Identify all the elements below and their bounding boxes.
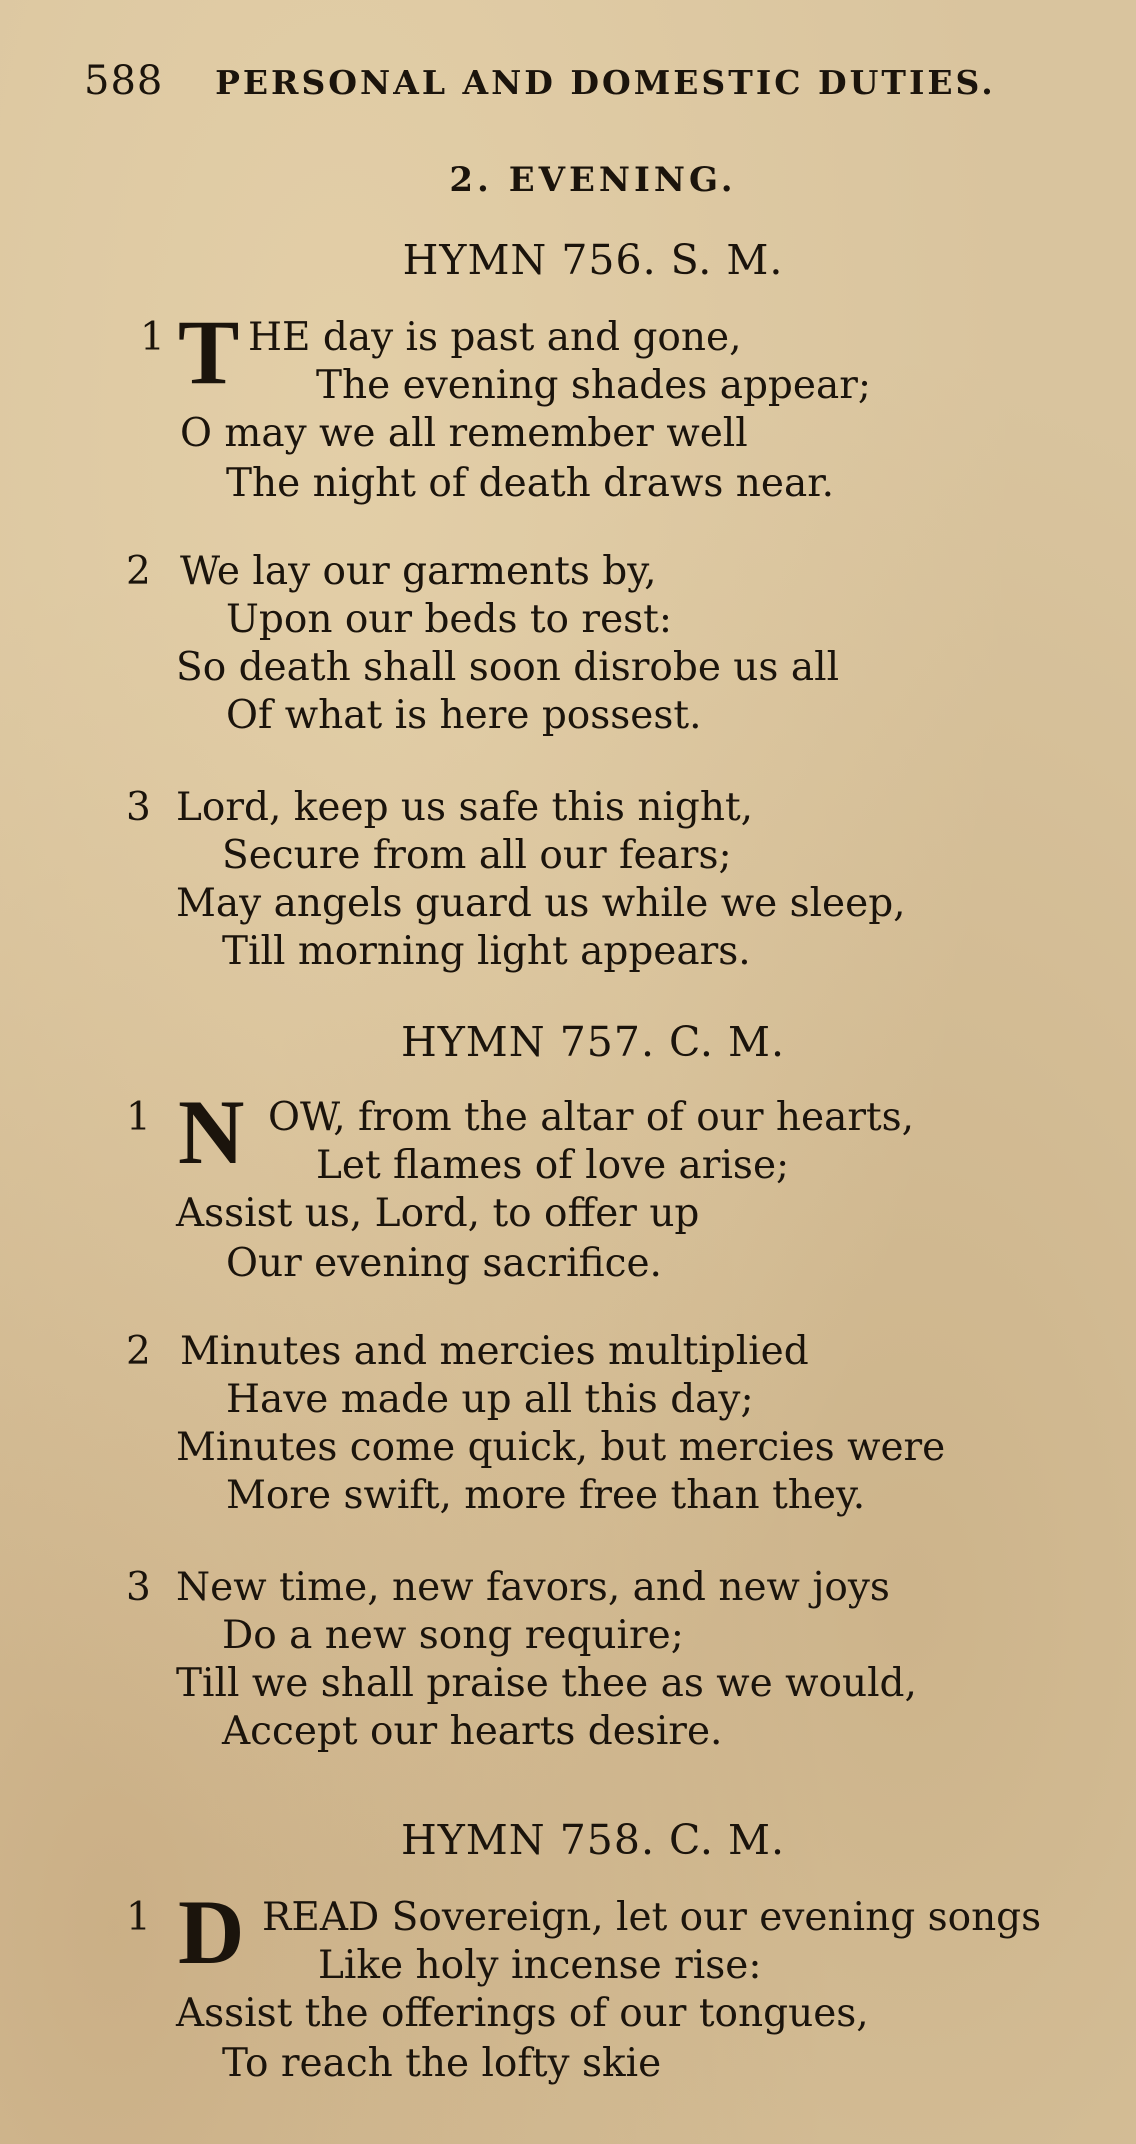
- verse-line: We lay our garments by,: [180, 549, 657, 594]
- verse-number: 1: [126, 1095, 151, 1140]
- verse-line: Minutes and mercies multiplied: [180, 1329, 809, 1374]
- verse-number: 2: [126, 1329, 151, 1374]
- verse-line: The evening shades appear;: [316, 363, 872, 408]
- drop-cap: D: [178, 1881, 245, 1983]
- verse-number: 1: [126, 1895, 151, 1940]
- verse-line: Assist the offerings of our tongues,: [176, 1991, 869, 2036]
- verse-number: 2: [126, 549, 151, 594]
- verse-number: 3: [126, 1565, 151, 1610]
- verse-line: READ Sovereign, let our evening songs: [262, 1895, 1042, 1940]
- verse-line: Of what is here possest.: [226, 693, 702, 738]
- verse-line: So death shall soon disrobe us all: [176, 645, 840, 690]
- page-number: 588: [84, 58, 164, 104]
- verse-line: New time, new favors, and new joys: [176, 1565, 890, 1610]
- hymn-title: HYMN 757. C. M.: [400, 1018, 786, 1066]
- verse-line: Secure from all our fears;: [222, 833, 732, 878]
- verse-line: Let flames of love arise;: [316, 1143, 790, 1188]
- drop-cap: N: [178, 1081, 245, 1183]
- hymn-title: HYMN 758. C. M.: [400, 1816, 786, 1864]
- verse-number: 3: [126, 785, 151, 830]
- drop-cap: T: [178, 301, 240, 403]
- verse-line: Like holy incense rise:: [318, 1943, 762, 1988]
- section-heading: 2. EVENING.: [449, 160, 737, 200]
- verse-line: O may we all remember well: [180, 411, 748, 456]
- verse-line: May angels guard us while we sleep,: [176, 881, 906, 926]
- verse-number: 1: [140, 315, 165, 360]
- verse-line: Upon our beds to rest:: [226, 597, 672, 642]
- verse-line: Do a new song require;: [222, 1613, 684, 1658]
- verse-line: The night of death draws near.: [226, 461, 835, 506]
- hymn-title: HYMN 756. S. M.: [402, 236, 784, 284]
- verse-line: Minutes come quick, but mercies were: [176, 1425, 946, 1470]
- verse-line: Have made up all this day;: [226, 1377, 754, 1422]
- verse-line: Lord, keep us safe this night,: [176, 785, 754, 830]
- verse-line: Till morning light appears.: [222, 929, 751, 974]
- verse-line: OW, from the altar of our hearts,: [268, 1095, 915, 1140]
- verse-line: More swift, more free than they.: [226, 1473, 866, 1518]
- verse-line: HE day is past and gone,: [248, 315, 742, 360]
- page-header: [84, 58, 996, 104]
- verse-line: To reach the lofty skie: [222, 2041, 662, 2086]
- verse-line: Accept our hearts desire.: [222, 1709, 723, 1754]
- verse-line: Our evening sacrifice.: [226, 1241, 662, 1286]
- verse-line: Till we shall praise thee as we would,: [176, 1661, 917, 1706]
- verse-line: Assist us, Lord, to offer up: [176, 1191, 700, 1236]
- running-title: PERSONAL AND DOMESTIC DUTIES.: [215, 63, 996, 102]
